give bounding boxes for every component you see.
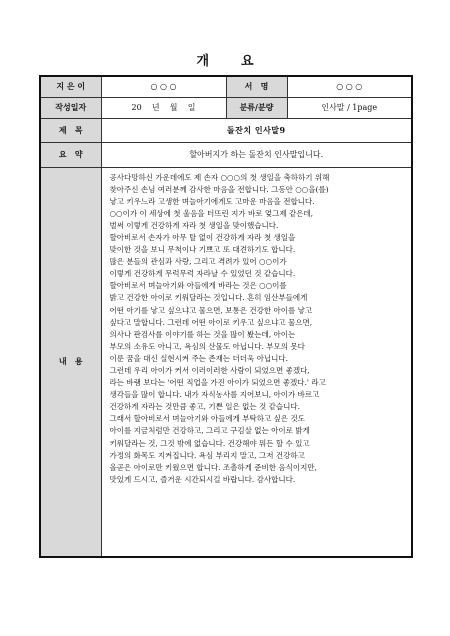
form-row-date [40, 97, 412, 118]
content-line: 키워달라는 것, 그것 밖에 없습니다. 건강해야 뭐든 할 수 있고 [109, 438, 310, 448]
page-title [0, 50, 450, 69]
author-label: 지 은 이 [40, 76, 101, 97]
content-line: 찾아주신 손님 여러분께 감사한 마음을 전합니다. 그동안 ○○을(를) [109, 184, 329, 194]
content-line: 낳고 키우느라 고생한 며늘아기에게도 고마운 마음을 전합니다. [109, 196, 315, 206]
content-line: 그런데 우리 아이가 커서 이러이러한 사람이 되었으면 좋겠다, [109, 366, 310, 375]
content-line: 맛있게 드시고, 즐거운 시간되시길 바랍니다. 감사합니다. [109, 474, 296, 484]
subject-value: 돌잔치 인사말9 [101, 118, 412, 142]
content-line: 많은 분들의 관심과 사랑, 그리고 격려가 있어 ○○이가 [109, 257, 287, 267]
content-line: 싶다고 말합니다. 그런데 어떤 아이로 키우고 싶으냐고 물으면, [109, 317, 313, 327]
category-label: 분류/분량 [226, 97, 287, 118]
content-line: ○○이가 이 세상에 첫 울음을 터뜨린 지가 바로 엊그제 같은데, [109, 208, 314, 218]
content-line: 올곧은 아이로만 키웠으면 합니다. 조촐하게 준비한 음식이지만, [109, 462, 317, 472]
content-line: 어떤 아기를 낳고 싶으냐고 물으면, 보통은 건강한 아이를 낳고 [109, 305, 313, 315]
page-title-char-2: 요 [241, 54, 254, 69]
content-line: 부모의 소유도 아니고, 욕심의 산물도 아닙니다. 부모의 못다 [109, 341, 305, 351]
content-line: 아이를 지금처럼만 건강하고, 그리고 구김살 없는 아이로 밝게 [109, 426, 310, 436]
content-line: 가정의 화목도 지켜집니다. 욕심 부리지 말고, 그저 건강하고 [109, 450, 305, 460]
summary-form-table [39, 75, 413, 558]
content-line: 건강하게 자라는 것만큼 좋고, 기쁜 일은 없는 것 같습니다. [109, 402, 300, 412]
content-line: 의사나 판검사를 이야기를 하는 것을 많이 봤는데, 아이는 [109, 329, 296, 339]
content-line: 그래서 할아비로서 며늘아기와 아들에게 부탁하고 싶은 것도 [109, 414, 305, 424]
content-line: 밝고 건강한 아이로 키워달라는 것입니다. 흔히 임산부들에게 [109, 293, 308, 303]
page-title-char-1: 개 [196, 54, 209, 69]
content-line: 맞이한 것을 보니 무척이나 기쁘고 또 대견하기도 합니다. [109, 245, 296, 255]
content-line: 공사다망하신 가운데에도 제 손자 ○○○의 첫 생일을 축하하기 위해 [109, 172, 330, 182]
content-line: 할아비로서 며늘아기와 아들에게 바라는 것은 ○○이를 [109, 281, 287, 291]
date-label: 작성일자 [40, 97, 101, 118]
content-line: 할아비로서 손자가 아무 탈 없이 건강하게 자라 첫 생일을 [109, 232, 296, 242]
content-line: 이렇게 건강하게 무럭무럭 자라날 수 있었던 것 같습니다. [109, 269, 296, 279]
summary-value: 할아버지가 하는 돌잔치 인사말입니다. [101, 142, 412, 167]
content-line: 생각들을 많이 합니다. 내가 자식농사를 지어보니, 아이가 바르고 [109, 390, 320, 400]
form-row-author [40, 76, 412, 97]
content-line: 라는 바램 보다는 '어떤 직업을 가진 아이가 되었으면 좋겠다.' 라고 [109, 378, 326, 388]
form-row-content [40, 167, 412, 557]
category-value: 인사말 / 1page [287, 97, 412, 118]
summary-label: 요 약 [40, 142, 101, 167]
content-line: 이룬 꿈을 대신 실현시켜 주는 존재는 더더욱 아닙니다. [109, 353, 288, 363]
content-body [101, 167, 412, 557]
form-row-subject [40, 118, 412, 142]
author-value: ○ ○ ○ [101, 76, 226, 97]
content-line: 벌써 이렇게 건강하게 자라 첫 생일을 맞이했습니다. [109, 220, 279, 230]
signature-label: 서 명 [226, 76, 287, 97]
signature-value: ○ ○ ○ [287, 76, 412, 97]
content-label: 내 용 [40, 167, 101, 557]
date-value: 20 년 월 일 [101, 97, 226, 118]
subject-label: 제 목 [40, 118, 101, 142]
content-text [110, 172, 406, 486]
form-row-summary [40, 142, 412, 167]
